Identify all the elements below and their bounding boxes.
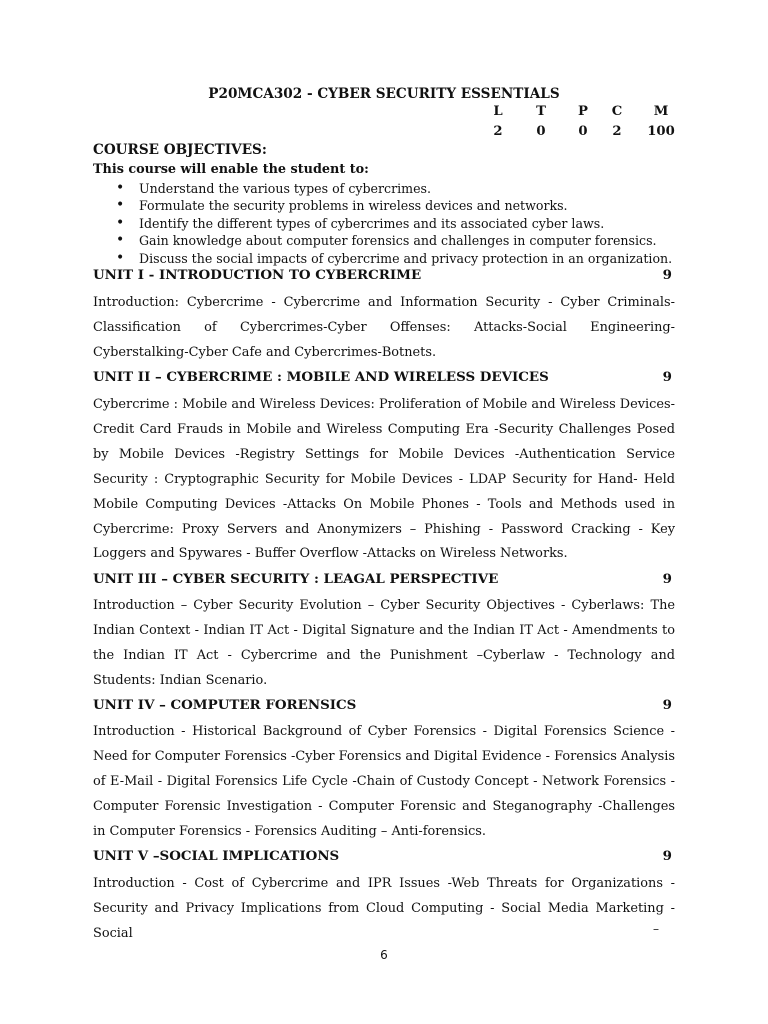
unit-1-content: Introduction: Cybercrime - Cybercrime and Information Security - Cyber Criminals-Classification of Cybercrimes-Cyber Offenses: Attacks-Social Engineering- Cyberstalking-Cyber Cafe and Cybercrimes-Botnets. xyxy=(93,295,675,360)
ltpcm-value-t: 0 xyxy=(536,124,546,139)
unit-5-title: UNIT V –SOCIAL IMPLICATIONS xyxy=(93,848,340,864)
unit-2-hours: 9 xyxy=(662,369,672,385)
ltpcm-value-p: 0 xyxy=(578,124,588,139)
ltpcm-header-t: T xyxy=(536,104,546,119)
course-title: P20MCA302 - CYBER SECURITY ESSENTIALS xyxy=(208,86,560,102)
unit-2-heading xyxy=(93,369,675,387)
page-number: 6 xyxy=(380,948,388,962)
ltpcm-value-m: 100 xyxy=(647,124,675,139)
ltpcm-header-c: C xyxy=(611,104,623,119)
unit-4-content: Introduction - Historical Background of Cyber Forensics - Digital Forensics Science - Need for Computer Forensics -Cyber Forensics and Digital Evidence - Forensics Analysis of E-Mail - Digital Forensics Life Cycle -Chain of Custody Concept - Network Forensics - Computer Forensic Investigation - Computer Forensic and Steganography -Challenges in Computer Forensics - Forensics Auditing – Anti-forensics. xyxy=(93,724,675,839)
unit-1-hours: 9 xyxy=(662,267,672,283)
unit-1-title: UNIT I - INTRODUCTION TO CYBERCRIME xyxy=(93,267,422,283)
unit-3-hours: 9 xyxy=(662,571,672,587)
unit-4-hours: 9 xyxy=(662,697,672,713)
ltpcm-header-m: M xyxy=(653,104,669,119)
objective-item: • Identify the different types of cybercrimes and its associated cyber laws. xyxy=(113,215,693,232)
unit-2-content: Cybercrime : Mobile and Wireless Devices: Proliferation of Mobile and Wireless Devices-Credit Card Frauds in Mobile and Wireless Computing Era -Security Challenges Posed by Mobile Devices -Registry Settings for Mobile Devices -Authentication Service Security : Cryptographic Security for Mobile Devices - LDAP Security for Hand- Held Mobile Computing Devices -Attacks On Mobile Phones - Tools and Methods used in Cybercrime: Proxy Servers and Anonymizers – Phishing - Password Cracking - Key Loggers and Spywares - Buffer Overflow -Attacks on Wireless Networks. xyxy=(93,397,675,562)
objective-item: • Discuss the social impacts of cybercrime and privacy protection in an organization. xyxy=(113,250,693,267)
unit-5-content: Introduction - Cost of Cybercrime and IPR Issues -Web Threats for Organizations - Security and Privacy Implications from Cloud Computing - Social Media Marketing -Social xyxy=(93,876,675,941)
ltpcm-value-row xyxy=(470,124,676,142)
objective-item: • Gain knowledge about computer forensics and challenges in computer forensics. xyxy=(113,232,693,249)
unit-5-hours: 9 xyxy=(662,848,672,864)
unit-3-content: Introduction – Cyber Security Evolution – Cyber Security Objectives - Cyberlaws: The Indian Context - Indian IT Act - Digital Signature and the Indian IT Act - Amendments to the Indian IT Act - Cybercrime and the Punishment –Cyberlaw - Technology and Students: Indian Scenario. xyxy=(93,598,675,688)
unit-4-title: UNIT IV – COMPUTER FORENSICS xyxy=(93,697,357,713)
ltpcm-value-c: 2 xyxy=(612,124,622,139)
objective-item: • Formulate the security problems in wireless devices and networks. xyxy=(113,197,693,214)
ltpcm-header-row xyxy=(470,104,676,122)
objectives-heading: COURSE OBJECTIVES: xyxy=(93,142,267,158)
continuation-dash: – xyxy=(653,922,659,936)
unit-2-title: UNIT II – CYBERCRIME : MOBILE AND WIRELESS DEVICES xyxy=(93,369,549,385)
ltpcm-header-l: L xyxy=(493,104,503,119)
objectives-list xyxy=(113,180,693,267)
ltpcm-value-l: 2 xyxy=(493,124,503,139)
unit-3-title: UNIT III – CYBER SECURITY : LEAGAL PERSPECTIVE xyxy=(93,571,499,587)
unit-1-heading xyxy=(93,267,675,285)
ltpcm-header-p: P xyxy=(578,104,588,119)
unit-5-heading xyxy=(93,848,675,866)
objectives-intro: This course will enable the student to: xyxy=(93,162,369,177)
objective-item: • Understand the various types of cybercrimes. xyxy=(113,180,693,197)
unit-3-heading xyxy=(93,571,675,589)
unit-4-heading xyxy=(93,697,675,715)
